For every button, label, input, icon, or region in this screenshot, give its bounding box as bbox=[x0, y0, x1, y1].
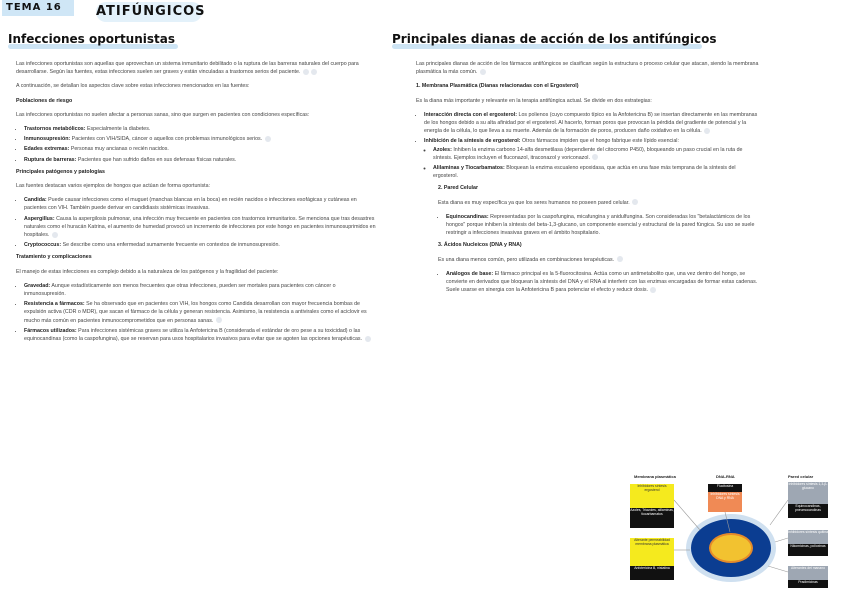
section1-title: 1. Membrana Plasmática (Dianas relacionadas con el Ergosterol) bbox=[416, 83, 579, 90]
section1-intro: Es la diana más importante y relevante en la terapia antifúngica actual. Se divide en dos estrategias: bbox=[416, 97, 652, 104]
risk-list bbox=[16, 125, 376, 164]
list-item: • Inmunosupresión: Pacientes con VIH/SIDA, cáncer o aquellos con problemas inmunológicos serios. bbox=[24, 135, 376, 143]
box-quitina: Inhibidores síntesis quitina bbox=[788, 530, 828, 544]
citation-icon[interactable] bbox=[265, 136, 271, 142]
list-item: ◦ Alilaminas y Tiocarbamatos: Bloquean la enzima escualeno epoxidasa, que actúa en una fase más temprana de la síntesis del ergosterol. bbox=[433, 164, 761, 180]
section2-list bbox=[438, 213, 761, 238]
right-column bbox=[416, 60, 761, 298]
box-dna-drug: Flucitosina bbox=[708, 484, 742, 492]
left-intro: Las infecciones oportunistas son aquellas que aprovechan un sistema inmunitario debilitado o la ruptura de las barreras naturales del cuerpo para desarrollarse. Según las fuentes, estas infecciones suelen ser graves y están vinculadas a trastornos serios del paciente. bbox=[16, 61, 359, 76]
citation-icon[interactable] bbox=[704, 128, 710, 134]
right-heading-text: Principales dianas de acción de los antifúngicos bbox=[392, 32, 717, 46]
pathogens-title: Principales patógenos y patologías bbox=[16, 168, 105, 175]
section3-list bbox=[438, 270, 761, 295]
box-ergosterol: Inhibidores síntesis ergosterol bbox=[630, 484, 674, 508]
pathogens-list bbox=[16, 196, 376, 249]
citation-icon[interactable] bbox=[216, 317, 222, 323]
label-pared: Pared celular bbox=[788, 474, 814, 479]
right-intro: Las principales dianas de acción de los fármacos antifúngicos se clasifican según la estructura o proceso celular que atacan, siendo la membrana plasmática la más común. bbox=[416, 61, 759, 76]
antifungal-targets-diagram bbox=[620, 470, 848, 599]
citation-icon[interactable] bbox=[617, 256, 623, 262]
citation-icon[interactable] bbox=[480, 69, 486, 75]
right-heading bbox=[392, 32, 717, 46]
label-membrana: Membrana plasmática bbox=[634, 474, 676, 479]
list-item: • Edades extremas: Personas muy ancianas o recién nacidos. bbox=[24, 145, 376, 153]
list-item: • Cryptococcus: Se describe como una enfermedad sumamente frecuente en contextos de inmunosupresión. bbox=[24, 241, 376, 249]
box-permeabilidad-drugs: Anfotericina B, nistatina bbox=[630, 566, 674, 580]
list-item: • Ruptura de barreras: Pacientes que han sufrido daños en sus defensas físicas naturales. bbox=[24, 156, 376, 164]
list-item: • Aspergillus: Causa la aspergilosis pulmonar, una infección muy frecuente en pacientes con trastornos inmunitarios. Se menciona que tras desastres naturales como el huracán Katrina, el aumento de humedad provocó un incremento de infecciones por este hongo en pacientes inmunosuprimidos en hospitales. bbox=[24, 215, 376, 240]
list-item: • Resistencia a fármacos: Se ha observado que en pacientes con VIH, los hongos como Candida desarrollan con mayor frecuencia bombas de expulsión activa (CDR o MDR), que sacan el fármaco de la célula y generan resistencia. Asimismo, la resistencia a antivirales como el aciclovir es mucho más común en pacientes inmunocomprometidos que en personas sanas. bbox=[24, 300, 376, 325]
box-dna: Inhibidores síntesis DNA y RNA bbox=[708, 492, 742, 512]
box-permeabilidad: Alterante permeabilidad membrana plasmática bbox=[630, 538, 674, 566]
pathogens-intro: Las fuentes destacan varios ejemplos de hongos que actúan de forma oportunista: bbox=[16, 183, 211, 190]
risk-title: Poblaciones de riesgo bbox=[16, 97, 73, 104]
box-manano: Alterantes del manano bbox=[788, 566, 828, 580]
diagram-connectors bbox=[620, 470, 848, 599]
citation-icon[interactable] bbox=[632, 199, 638, 205]
page-title: ATIFÚNGICOS bbox=[96, 2, 202, 22]
citation-icon[interactable] bbox=[52, 232, 58, 238]
box-glucano: Inhibidores síntesis 1,3-β-glucano bbox=[788, 482, 828, 504]
left-intro2: A continuación, se detallan los aspectos clave sobre estas infecciones mencionados en las fuentes: bbox=[16, 83, 250, 90]
section2-title: 2. Pared Celular bbox=[438, 185, 479, 192]
box-ergosterol-drugs: Azoles, Triazoles, alilaminas, tiocarbamatos bbox=[630, 508, 674, 528]
box-glucano-drugs: Equinocandinas, pneumocandinas bbox=[788, 504, 828, 518]
label-dna: DNA-RNA bbox=[716, 474, 735, 479]
left-column bbox=[16, 60, 376, 347]
citation-icon[interactable] bbox=[650, 287, 656, 293]
tema-label: TEMA 16 bbox=[2, 0, 74, 16]
list-item: • Trastornos metabólicos: Especialmente la diabetes. bbox=[24, 125, 376, 133]
left-heading bbox=[8, 32, 175, 46]
section3-intro: Es una diana menos común, pero utilizada en combinaciones terapéuticas. bbox=[438, 256, 761, 264]
list-item: • Análogos de base: El fármaco principal es la 5-fluorocitosina. Actúa como un antimetabolito que, una vez dentro del hongo, se convierte en derivados que bloquean la síntesis del DNA y el RNA al interferir con las enzimas encargadas de formar estas cadenas. Suele usarse en sinergia con la Anfotericina B para potenciar el efecto y reducir dosis. bbox=[446, 270, 761, 295]
left-heading-text: Infecciones oportunistas bbox=[8, 32, 176, 46]
box-manano-drugs: Pradimicinas bbox=[788, 580, 828, 588]
treatment-list bbox=[16, 282, 376, 343]
list-item: • Equinocandinas: Representadas por la caspofungina, micafungina y anidulfungina. Son consideradas los "betalactámicos de los hongos" porque inhiben la síntesis del beta-1,3-glucano, un componente esencial y estructural de la pared fúngica. Su uso se suele restringir a infecciones invasivas graves en el ámbito hospitalario. bbox=[446, 213, 761, 238]
list-item: ◦ Azoles: Inhiben la enzima carbono 14-alfa desmetilasa (dependiente del citocromo P450), bloqueando un paso crucial en la ruta de síntesis. Ejemplos incluyen el fluconazol, itraconazol y voriconazol. bbox=[433, 146, 761, 162]
list-item: • Fármacos utilizados: Para infecciones sistémicas graves se utiliza la Anfotericina B (considerada el estándar de oro pese a su toxicidad) o las equinocandinas (como la caspofungina), que se reservan para usos hospitalarios invasivos para evitar que se agoten las opciones terapéuticas. bbox=[24, 327, 376, 343]
citation-icon[interactable] bbox=[303, 69, 309, 75]
citation-icon[interactable] bbox=[365, 336, 371, 342]
treatment-intro: El manejo de estas infecciones es complejo debido a la naturaleza de los patógenos y la fragilidad del paciente: bbox=[16, 268, 279, 275]
citation-icon[interactable] bbox=[311, 69, 317, 75]
citation-icon[interactable] bbox=[592, 154, 598, 160]
treatment-title: Tratamiento y complicaciones bbox=[16, 254, 92, 261]
list-item: • Interacción directa con el ergosterol: Los polienos (cuyo compuesto típico es la Anfotericina B) se insertan directamente en las membranas de los hongos debido a su alta afinidad por el ergosterol. Al hacerlo, forman poros que provocan la pérdida del gradiente de potencial y la energía de la célula, lo que lleva a su muerte. Además de la formación de poros, producen daño oxidativo en la célula. bbox=[424, 111, 761, 136]
list-item: • Gravedad: Aunque estadísticamente son menos frecuentes que otras infecciones, pueden ser mortales para pacientes con cáncer o inmunosupresión. bbox=[24, 282, 376, 298]
risk-intro: Las infecciones oportunistas no suelen afectar a personas sanas, sino que surgen en pacientes con condiciones específicas: bbox=[16, 111, 310, 118]
section1-list bbox=[416, 111, 761, 181]
section3-title: 3. Ácidos Nucleicos (DNA y RNA) bbox=[438, 242, 522, 249]
section2-intro: Esta diana es muy específica ya que los seres humanos no poseen pared celular. bbox=[438, 199, 761, 207]
list-item: • Inhibición de la síntesis de ergosterol: Otros fármacos impiden que el hongo fabrique este lípido esencial: ◦ Azoles: Inhiben la enzima carbono 14-alfa desmetilasa (dependiente del citocromo P450), bloqueando un paso crucial en la ruta de síntesis. Ejemplos incluyen el fluconazol, itraconazol y voriconazol. ◦ Alilaminas y Tiocarbamatos: Bloquean la enzima escualeno epoxidasa, que actúa en una fase más temprana de la síntesis del ergosterol. bbox=[424, 137, 761, 180]
box-quitina-drugs: Nikomicinas, polioxinas bbox=[788, 544, 828, 556]
list-item: • Candida: Puede causar infecciones como el muguet (manchas blancas en la boca) en recién nacidos o infecciones esofágicas y cutáneas en pacientes con VIH. También puede derivar en candidiasis sistémicas invasivas. bbox=[24, 196, 376, 212]
